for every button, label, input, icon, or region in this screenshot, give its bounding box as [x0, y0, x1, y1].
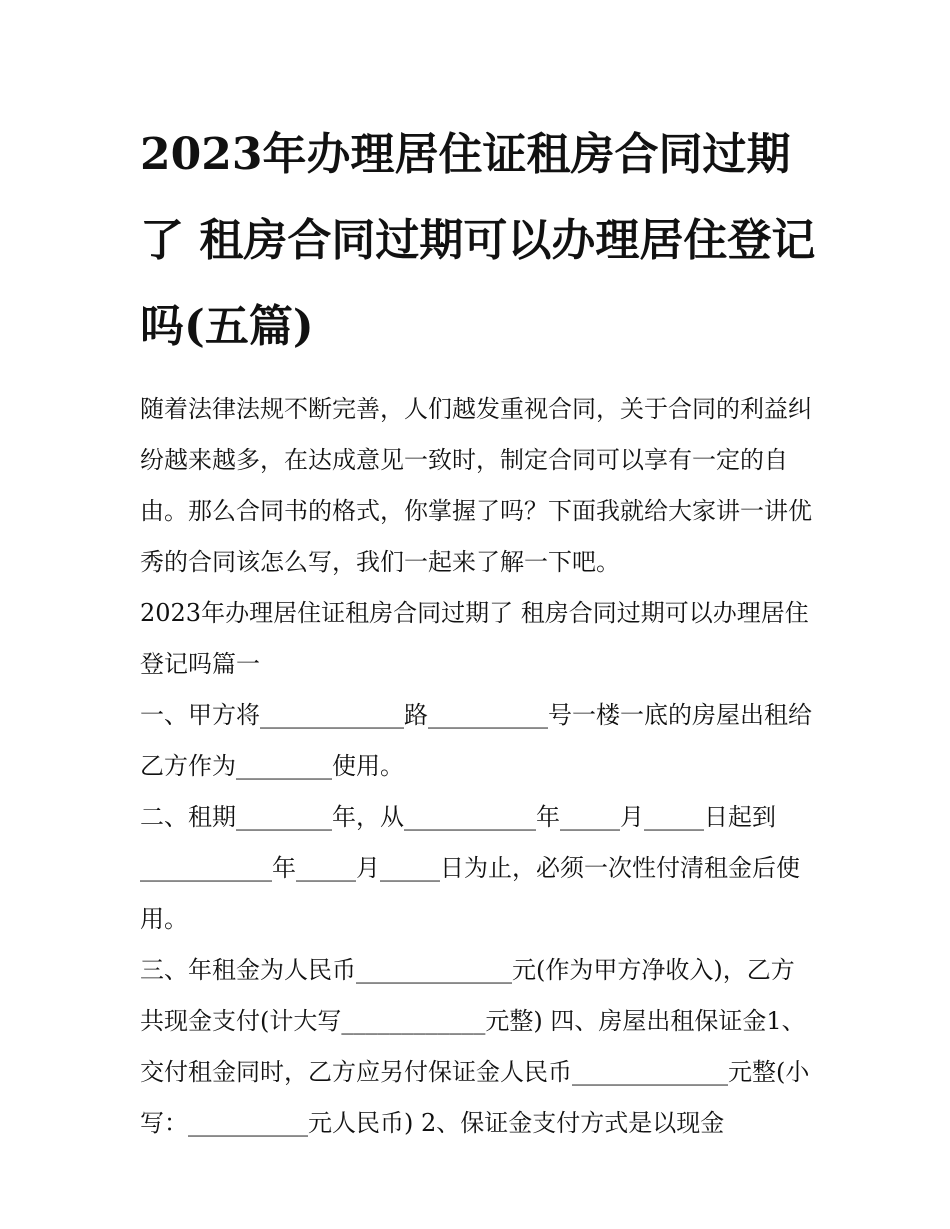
section-heading: 2023年办理居住证租房合同过期了 租房合同过期可以办理居住登记吗篇一 [140, 599, 809, 678]
clause-1: 一、甲方将____________路__________号一楼一底的房屋出租给乙方作为________使用。 [140, 701, 812, 780]
document-title: 2023年办理居住证租房合同过期了 租房合同过期可以办理居住登记吗(五篇) [140, 129, 816, 352]
document-body [140, 112, 816, 1149]
clause-3: 三、年租金为人民币_____________元(作为甲方净收入)，乙方共现金支付(计大写____________元整) 四、房屋出租保证金1、交付租金同时，乙方应另付保证金人民币_____________元整(小写：__________元人民币) 2、保证金支付方式是以现金 [140, 956, 810, 1137]
clause-2: 二、租期________年，从___________年_____月_____日起到___________年_____月_____日为止，必须一次性付清租金后使用。 [140, 803, 800, 933]
intro-paragraph: 随着法律法规不断完善，人们越发重视合同，关于合同的利益纠纷越来越多，在达成意见一致时，制定合同可以享有一定的自由。那么合同书的格式，你掌握了吗？下面我就给大家讲一讲优秀的合同该怎么写，我们一起来了解一下吧。 [140, 395, 812, 576]
